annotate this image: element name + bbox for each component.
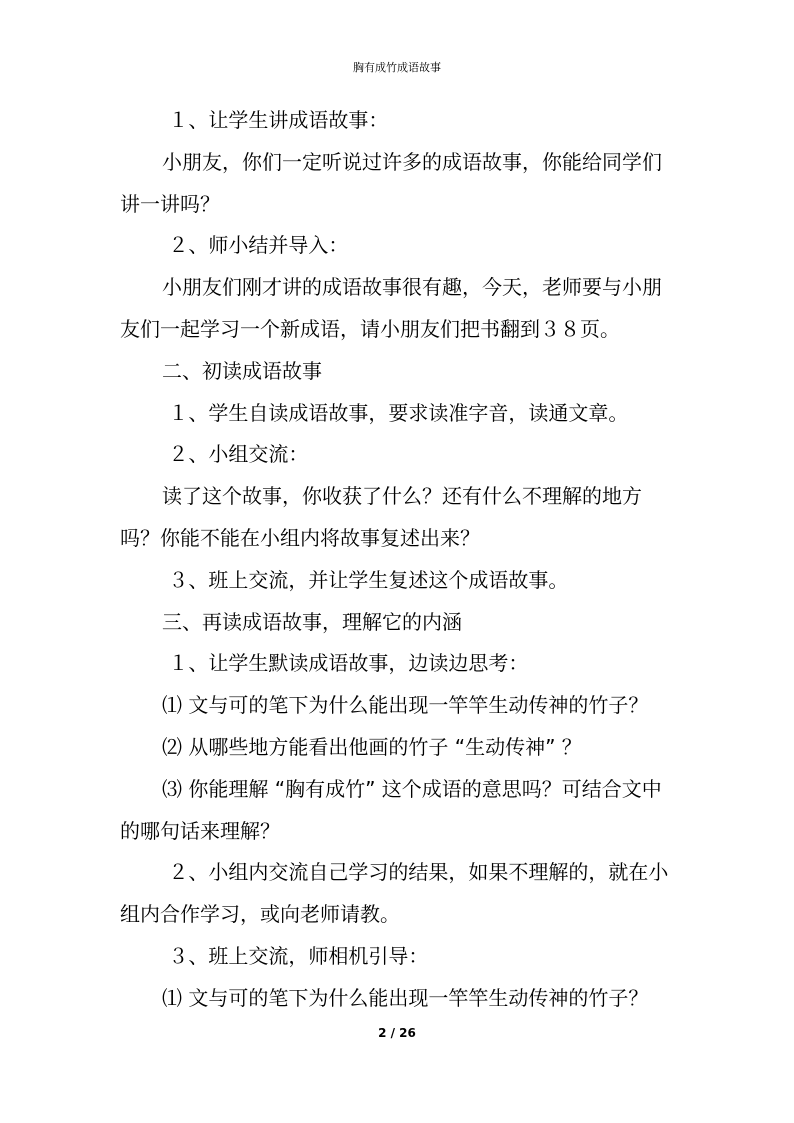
- list-item: ⑴ 文与可的笔下为什么能出现一竿竿生动传神的竹子？: [162, 985, 649, 1010]
- paragraph: ２、小组内交流自己学习的结果，如果不理解的，就在小组内合作学习，或向老师请教。: [120, 860, 669, 927]
- paragraph: 小朋友，你们一定听说过许多的成语故事，你能给同学们讲一讲吗？: [120, 149, 662, 216]
- paragraph: 读了这个故事，你收获了什么？还有什么不理解的地方吗？你能不能在小组内将故事复述出来？: [120, 484, 642, 550]
- list-item: ⑵ 从哪些地方能看出他画的竹子 “生动传神” ？: [162, 734, 582, 759]
- paragraph: ２、小组交流：: [162, 442, 309, 467]
- section-heading: 二、初读成语故事: [162, 358, 322, 383]
- section-heading: 三、再读成语故事，理解它的内涵: [162, 609, 462, 634]
- paragraph: ３、班上交流，并让学生复述这个成语故事。: [162, 567, 569, 592]
- paragraph: ２、师小结并导入：: [162, 233, 349, 258]
- paragraph: ３、班上交流，师相机引导：: [162, 943, 429, 968]
- paragraph: 小朋友们刚才讲的成语故事很有趣，今天，老师要与小朋友们一起学习一个新成语，请小朋友们把书翻到３８页。: [120, 275, 662, 341]
- list-item: ⑶ 你能理解 “胸有成竹” 这个成语的意思吗？可结合文中的哪句话来理解？: [120, 776, 662, 843]
- paragraph: １、学生自读成语故事，要求读准字音，读通文章。: [162, 400, 629, 425]
- paragraph: １、让学生默读成语故事，边读边思考：: [162, 651, 529, 676]
- paragraph: １、让学生讲成语故事：: [162, 108, 389, 132]
- document-body: [120, 100, 680, 1020]
- page-header-title: 胸有成竹成语故事: [353, 61, 441, 74]
- page-number: 2 / 26: [378, 1026, 416, 1040]
- list-item: ⑴ 文与可的笔下为什么能出现一竿竿生动传神的竹子？: [162, 693, 649, 718]
